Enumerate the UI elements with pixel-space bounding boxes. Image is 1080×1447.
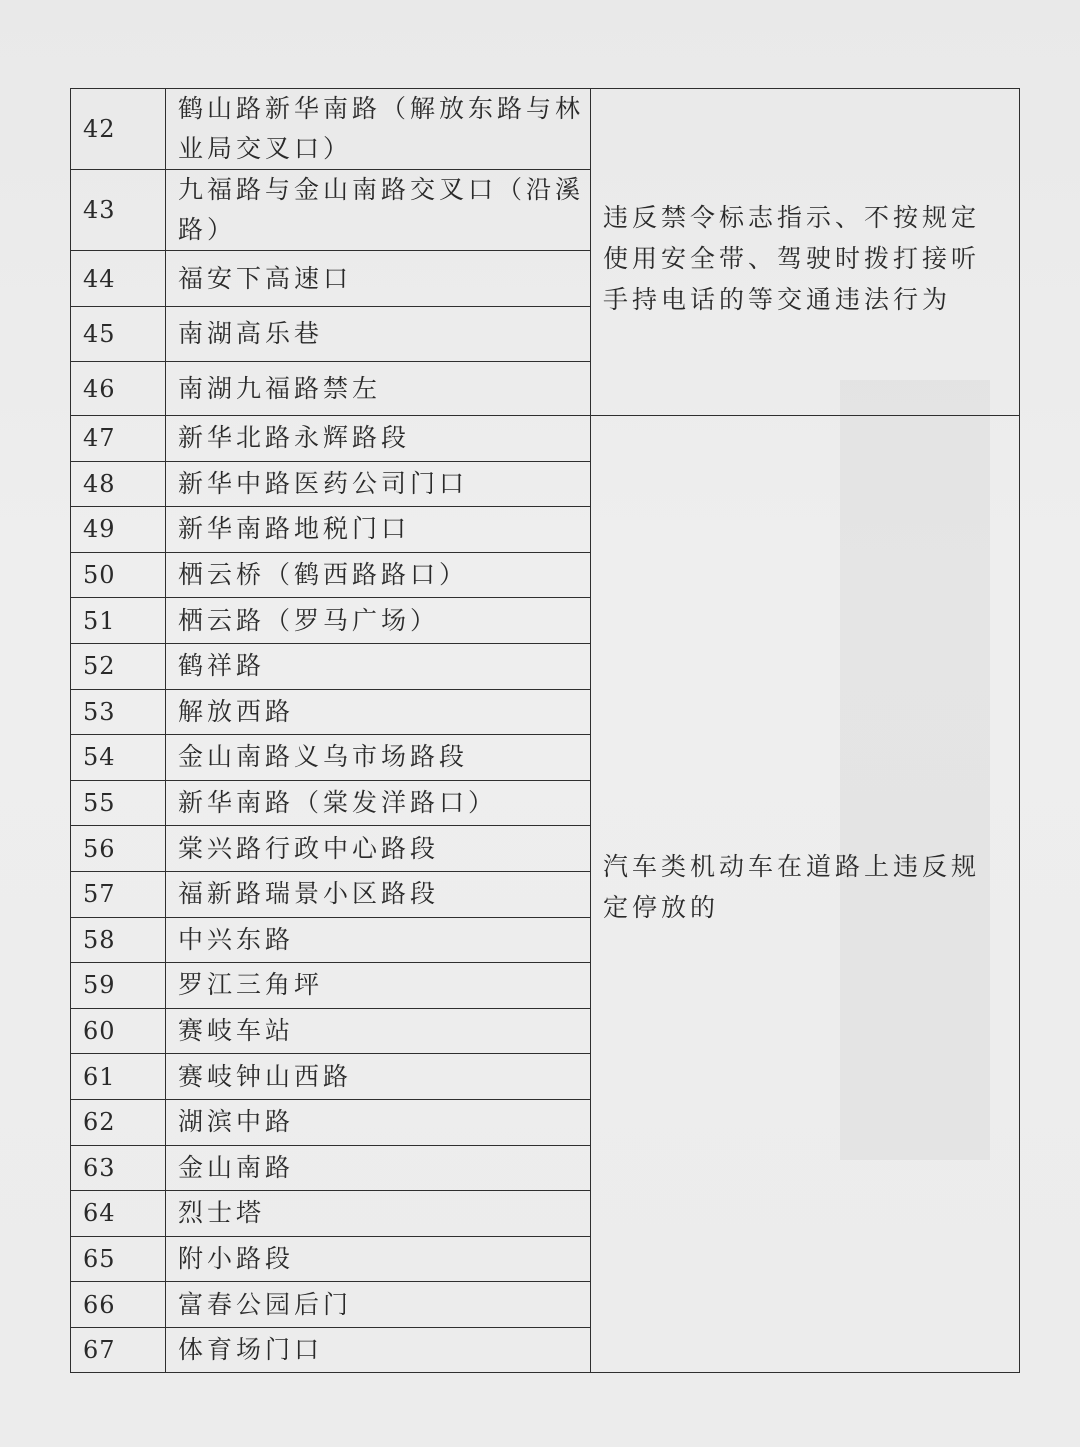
location-cell: 湖滨中路 [166, 1099, 591, 1145]
row-number-cell: 52 [71, 643, 166, 689]
row-number-cell: 46 [71, 362, 166, 416]
row-number-cell: 43 [71, 170, 166, 251]
violation-type-cell: 违反禁令标志指示、不按规定使用安全带、驾驶时拨打接听手持电话的等交通违法行为 [591, 89, 1020, 416]
location-cell: 赛岐钟山西路 [166, 1054, 591, 1100]
row-number-cell: 48 [71, 461, 166, 507]
location-cell: 福新路瑞景小区路段 [166, 871, 591, 917]
row-number-cell: 42 [71, 89, 166, 170]
row-number-cell: 53 [71, 689, 166, 735]
row-number-cell: 44 [71, 251, 166, 307]
table-body [71, 89, 1020, 1373]
row-number-cell: 67 [71, 1327, 166, 1373]
location-cell: 赛岐车站 [166, 1008, 591, 1054]
location-cell: 南湖九福路禁左 [166, 362, 591, 416]
location-cell: 福安下高速口 [166, 251, 591, 307]
location-cell: 新华南路地税门口 [166, 507, 591, 553]
row-number-cell: 60 [71, 1008, 166, 1054]
row-number-cell: 65 [71, 1236, 166, 1282]
location-cell: 体育场门口 [166, 1327, 591, 1373]
row-number-cell: 47 [71, 416, 166, 462]
location-cell: 鹤祥路 [166, 643, 591, 689]
row-number-cell: 50 [71, 552, 166, 598]
row-number-cell: 55 [71, 780, 166, 826]
row-number-cell: 61 [71, 1054, 166, 1100]
location-cell: 附小路段 [166, 1236, 591, 1282]
row-number-cell: 54 [71, 735, 166, 781]
location-cell: 解放西路 [166, 689, 591, 735]
row-number-cell: 57 [71, 871, 166, 917]
location-cell: 富春公园后门 [166, 1282, 591, 1328]
location-cell: 九福路与金山南路交叉口（沿溪路） [166, 170, 591, 251]
row-number-cell: 51 [71, 598, 166, 644]
row-number-cell: 45 [71, 307, 166, 362]
row-number-cell: 49 [71, 507, 166, 553]
row-number-cell: 63 [71, 1145, 166, 1191]
location-cell: 栖云桥（鹤西路路口） [166, 552, 591, 598]
table-row [71, 416, 1020, 462]
table-row [71, 89, 1020, 170]
row-number-cell: 66 [71, 1282, 166, 1328]
location-cell: 棠兴路行政中心路段 [166, 826, 591, 872]
violation-locations-table [70, 88, 1020, 1373]
row-number-cell: 59 [71, 963, 166, 1009]
row-number-cell: 56 [71, 826, 166, 872]
location-cell: 烈士塔 [166, 1191, 591, 1237]
location-cell: 新华北路永辉路段 [166, 416, 591, 462]
location-cell: 栖云路（罗马广场） [166, 598, 591, 644]
row-number-cell: 62 [71, 1099, 166, 1145]
row-number-cell: 58 [71, 917, 166, 963]
violation-type-cell: 汽车类机动车在道路上违反规定停放的 [591, 416, 1020, 1373]
location-cell: 新华南路（棠发洋路口） [166, 780, 591, 826]
location-cell: 南湖高乐巷 [166, 307, 591, 362]
location-cell: 金山南路 [166, 1145, 591, 1191]
location-cell: 新华中路医药公司门口 [166, 461, 591, 507]
row-number-cell: 64 [71, 1191, 166, 1237]
location-cell: 中兴东路 [166, 917, 591, 963]
location-cell: 金山南路义乌市场路段 [166, 735, 591, 781]
location-cell: 鹤山路新华南路（解放东路与林业局交叉口） [166, 89, 591, 170]
location-cell: 罗江三角坪 [166, 963, 591, 1009]
